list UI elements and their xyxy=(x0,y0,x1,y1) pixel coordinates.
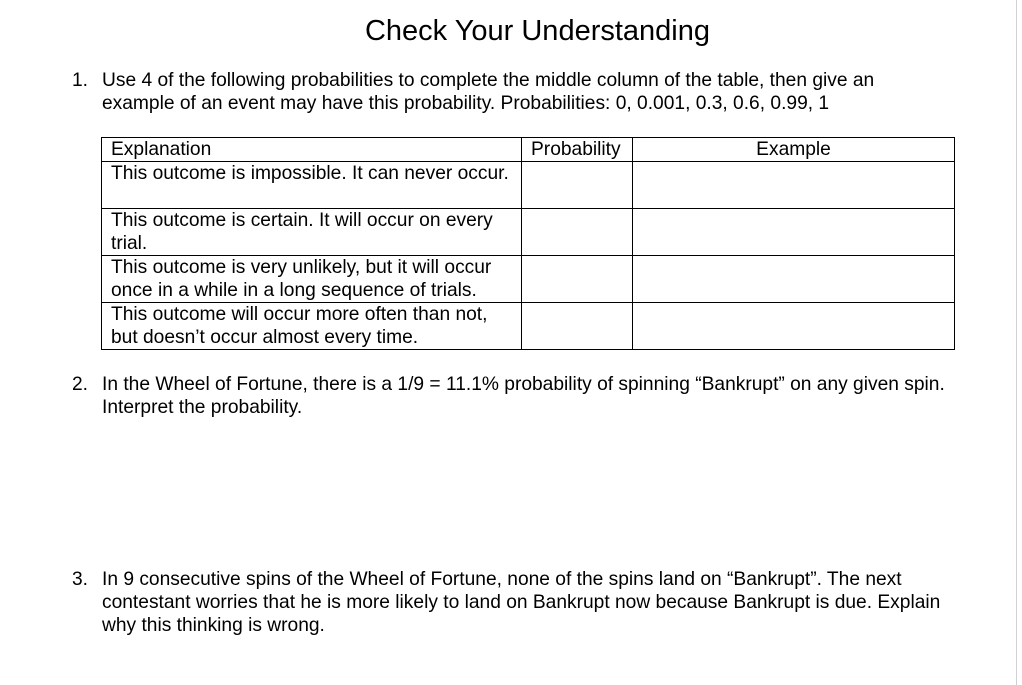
header-explanation: Explanation xyxy=(102,138,522,162)
table-row xyxy=(102,303,955,350)
example-cell[interactable] xyxy=(633,256,955,303)
example-cell[interactable] xyxy=(633,303,955,350)
example-cell[interactable] xyxy=(633,162,955,209)
table-row xyxy=(102,162,955,209)
probability-table xyxy=(101,137,955,350)
probability-cell[interactable] xyxy=(522,256,633,303)
probability-cell[interactable] xyxy=(522,209,633,256)
question-number: 3. xyxy=(72,569,89,590)
table-row xyxy=(102,209,955,256)
table-row xyxy=(102,256,955,303)
explanation-cell: This outcome is very unlikely, but it will occur once in a while in a long sequence of trials. xyxy=(102,256,522,303)
page-title: Check Your Understanding xyxy=(364,15,710,47)
question-number: 2. xyxy=(72,374,89,395)
page-edge-rule xyxy=(1016,0,1017,685)
example-cell[interactable] xyxy=(633,209,955,256)
question-number: 1. xyxy=(72,70,89,91)
table-header-row xyxy=(102,138,955,162)
question-text: In 9 consecutive spins of the Wheel of Fortune, none of the spins land on “Bankrupt”. The next contestant worries that he is more likely to land on Bankrupt now because Bankrupt is due. Explain why this thinking is wrong. xyxy=(102,569,941,636)
question-text: Use 4 of the following probabilities to complete the middle column of the table, then give an example of an event may have this probability. Probabilities: 0, 0.001, 0.3, 0.6, 0.99, 1 xyxy=(102,70,875,114)
explanation-cell: This outcome is impossible. It can never occur. xyxy=(102,162,522,209)
explanation-cell: This outcome will occur more often than not, but doesn’t occur almost every time. xyxy=(102,303,522,350)
probability-cell[interactable] xyxy=(522,162,633,209)
probability-cell[interactable] xyxy=(522,303,633,350)
question-text: In the Wheel of Fortune, there is a 1/9 = 11.1% probability of spinning “Bankrupt” on any given spin. Interpret the probability. xyxy=(102,374,945,418)
question-3 xyxy=(72,568,952,637)
header-probability: Probability xyxy=(522,138,633,162)
question-2 xyxy=(72,373,952,419)
question-1 xyxy=(72,69,952,115)
header-example: Example xyxy=(633,138,955,162)
explanation-cell: This outcome is certain. It will occur on every trial. xyxy=(102,209,522,256)
